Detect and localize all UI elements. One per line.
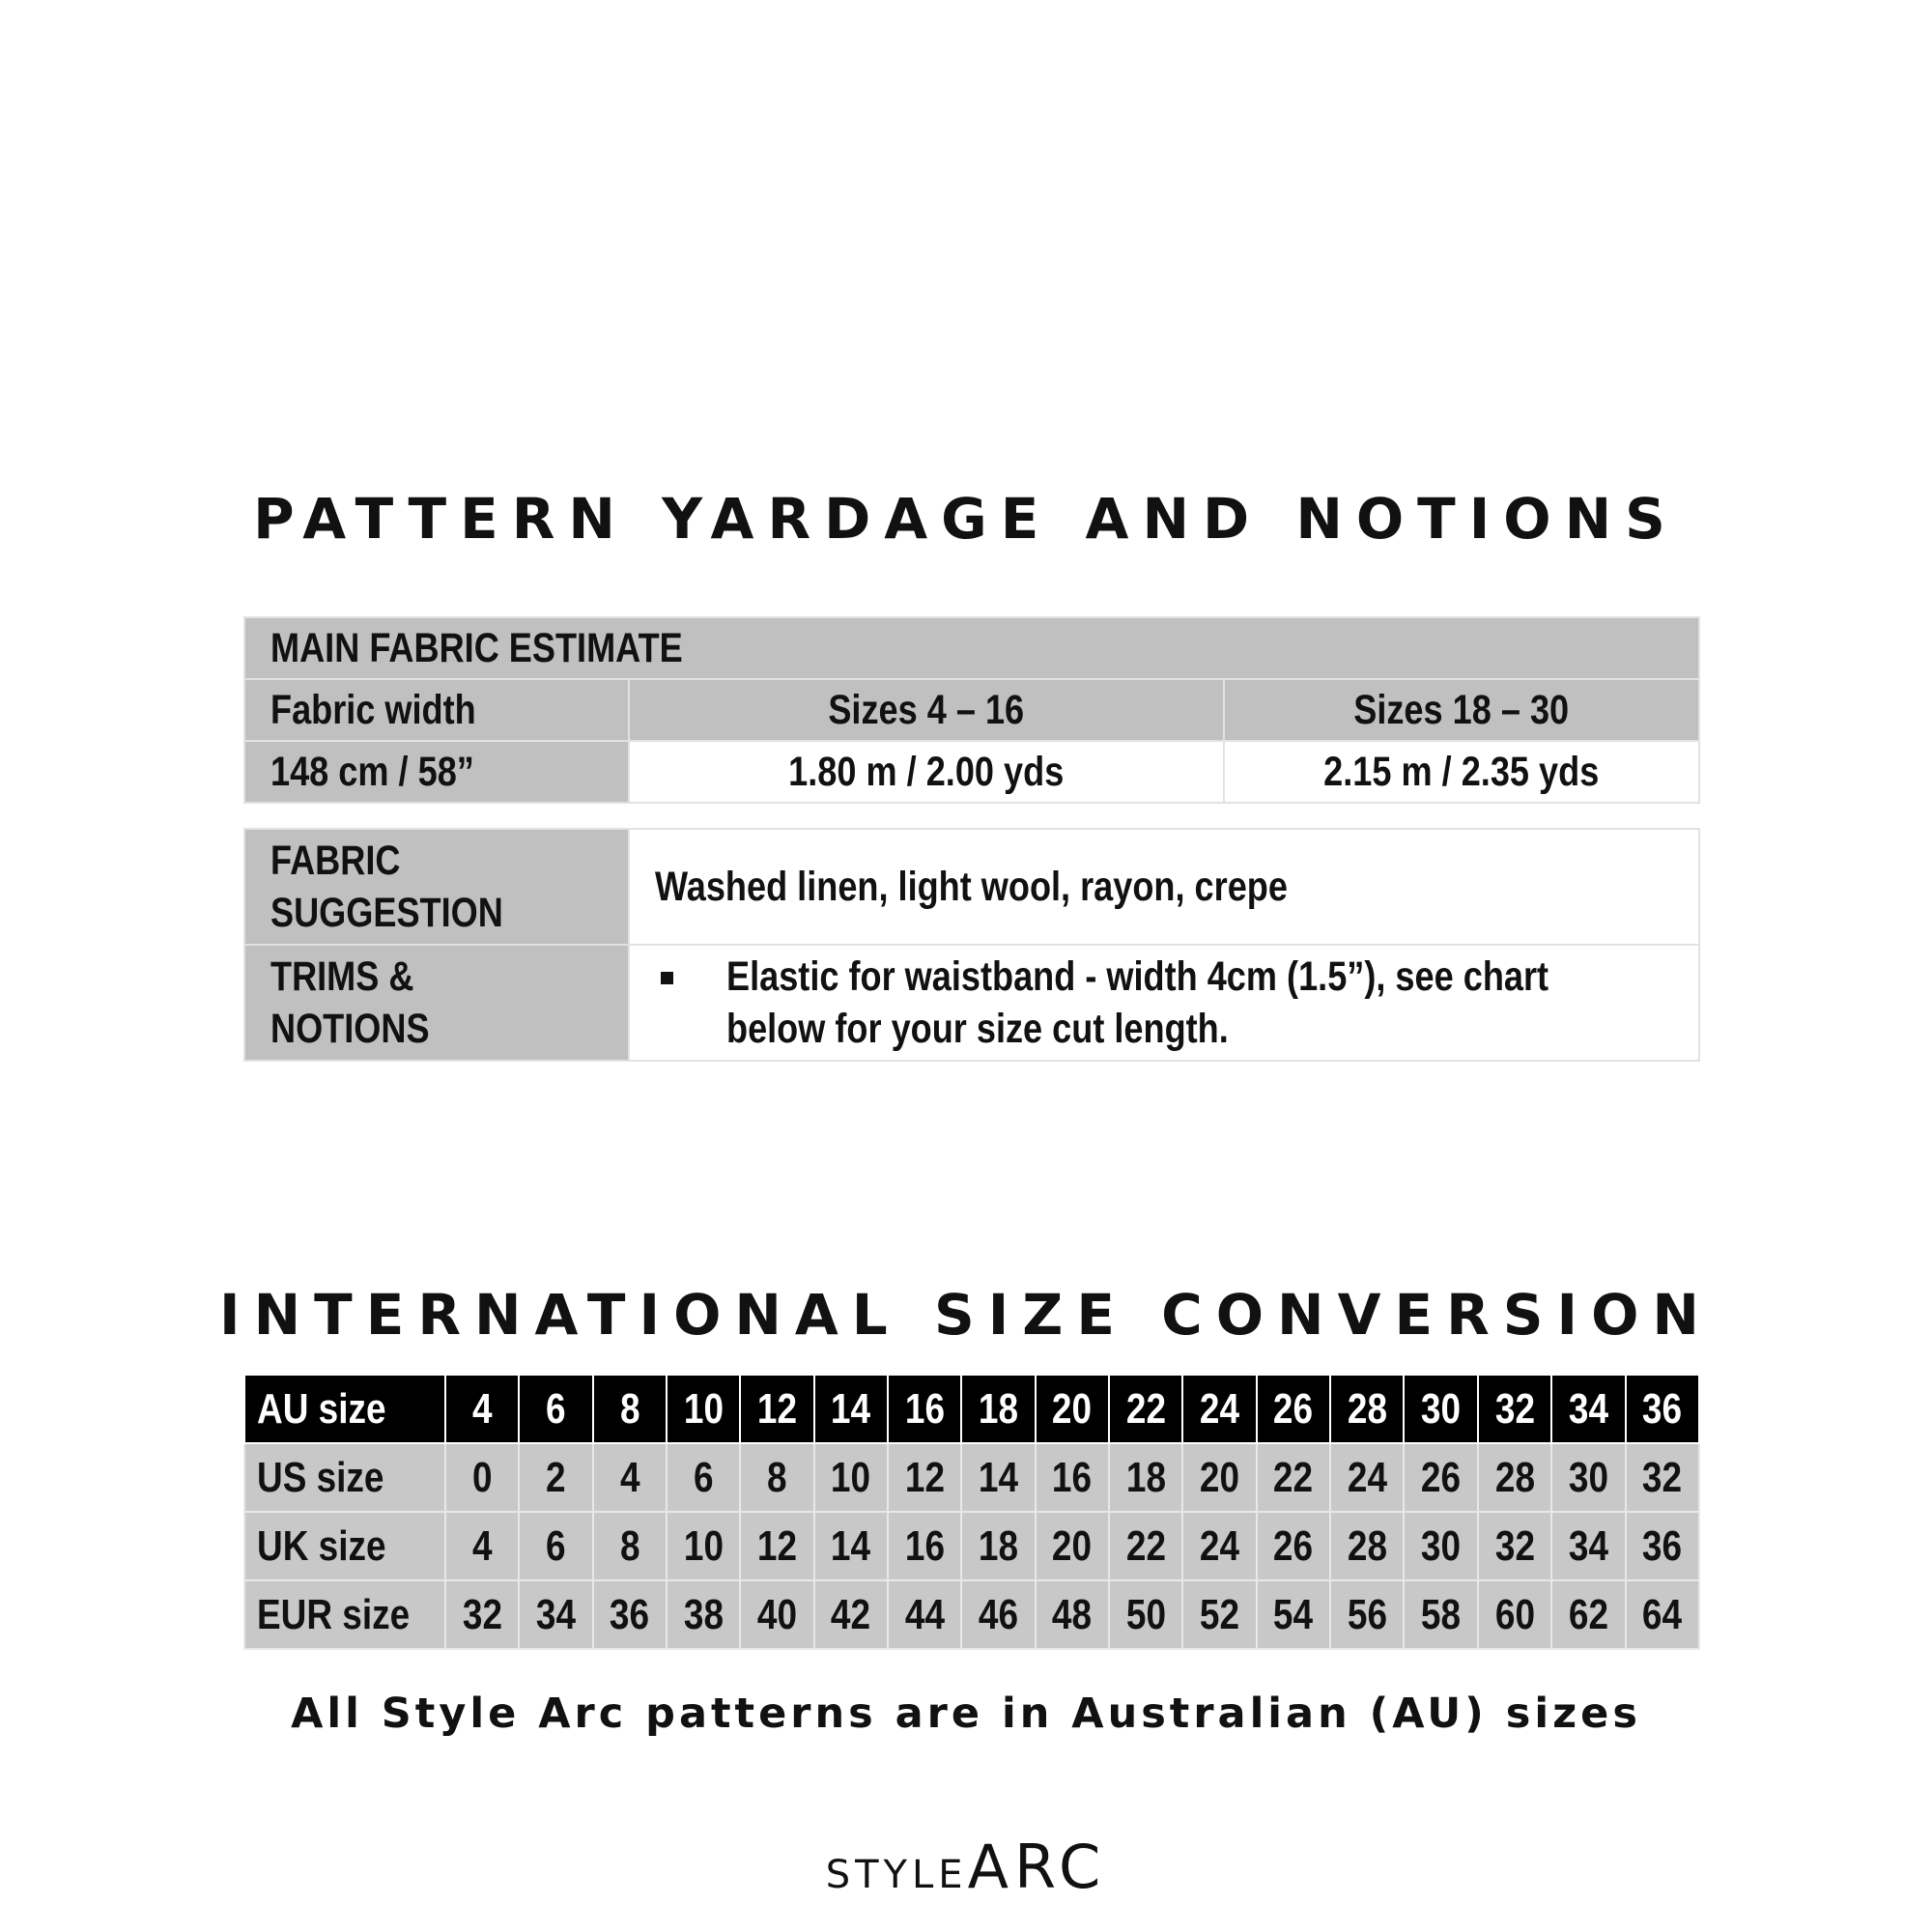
size-cell — [1257, 1443, 1330, 1512]
fabric-suggestion-label-line1: FABRIC — [270, 838, 401, 884]
size-cell — [667, 1443, 740, 1512]
size-value: 26 — [1421, 1453, 1462, 1501]
size-cell — [814, 1375, 888, 1443]
size-value: 28 — [1347, 1384, 1387, 1433]
size-value: 26 — [1273, 1384, 1314, 1433]
size-cell — [1478, 1375, 1551, 1443]
size-cell — [888, 1580, 961, 1649]
size-cell — [888, 1375, 961, 1443]
size-value: 22 — [1125, 1384, 1166, 1433]
size-value: 56 — [1347, 1590, 1387, 1638]
square-bullet-icon — [661, 972, 673, 984]
size-cell — [1626, 1443, 1699, 1512]
size-row-label — [244, 1512, 445, 1580]
size-value: 54 — [1273, 1590, 1314, 1638]
size-value: 42 — [831, 1590, 871, 1638]
size-cell — [740, 1512, 813, 1580]
size-cell — [519, 1375, 592, 1443]
main-fabric-table — [243, 616, 1700, 804]
size-value: 20 — [1200, 1453, 1240, 1501]
size-cell — [814, 1512, 888, 1580]
size-range-small: Sizes 4 – 16 — [828, 686, 1025, 733]
size-row-label-text: UK size — [257, 1521, 386, 1570]
size-value: 38 — [683, 1590, 724, 1638]
size-cell — [1478, 1580, 1551, 1649]
size-value: 34 — [1568, 1521, 1608, 1570]
size-value: 6 — [546, 1521, 566, 1570]
size-value: 44 — [904, 1590, 945, 1638]
size-cell — [1404, 1512, 1477, 1580]
size-row-us — [244, 1443, 1699, 1512]
size-cell — [961, 1375, 1035, 1443]
size-cell — [1182, 1443, 1256, 1512]
size-value: 4 — [471, 1384, 493, 1433]
size-cell — [961, 1512, 1035, 1580]
size-cell — [445, 1443, 519, 1512]
size-cell — [1257, 1375, 1330, 1443]
size-value: 8 — [619, 1384, 640, 1433]
size-cell — [667, 1580, 740, 1649]
trims-text-line1: Elastic for waistband - width 4cm (1.5”), see chart — [726, 953, 1549, 1000]
size-value: 64 — [1642, 1590, 1683, 1638]
size-conversion-table — [243, 1374, 1700, 1650]
size-value: 18 — [979, 1384, 1019, 1433]
size-cell — [667, 1375, 740, 1443]
size-value: 24 — [1347, 1453, 1387, 1501]
trims-label-cell — [244, 945, 629, 1061]
size-value: 20 — [1052, 1384, 1093, 1433]
size-cell — [1626, 1580, 1699, 1649]
amount-cell — [629, 741, 1224, 803]
size-cell — [593, 1512, 667, 1580]
trims-text-line2: below for your size cut length. — [726, 1006, 1229, 1052]
size-cell — [519, 1580, 592, 1649]
size-value: 30 — [1568, 1453, 1608, 1501]
size-cell — [667, 1512, 740, 1580]
size-row-au — [244, 1375, 1699, 1443]
size-cell — [1036, 1443, 1109, 1512]
size-value: 14 — [979, 1453, 1019, 1501]
size-cell — [1182, 1512, 1256, 1580]
size-value: 34 — [1568, 1384, 1608, 1433]
size-value: 6 — [693, 1453, 714, 1501]
size-cell — [1551, 1512, 1625, 1580]
size-cell — [740, 1375, 813, 1443]
size-value: 62 — [1568, 1590, 1608, 1638]
size-value: 28 — [1494, 1453, 1535, 1501]
fabric-suggestion-label-cell — [244, 829, 629, 945]
size-value: 30 — [1421, 1521, 1462, 1570]
size-value: 10 — [831, 1453, 871, 1501]
size-cell — [519, 1443, 592, 1512]
size-cell — [1182, 1375, 1256, 1443]
size-value: 48 — [1052, 1590, 1093, 1638]
style-arc-logo — [0, 1832, 1932, 1902]
size-cell — [1551, 1375, 1625, 1443]
size-value: 20 — [1052, 1521, 1093, 1570]
size-cell — [814, 1580, 888, 1649]
size-cell — [1036, 1375, 1109, 1443]
size-cell — [1109, 1580, 1182, 1649]
size-value: 18 — [1125, 1453, 1166, 1501]
size-value: 32 — [1642, 1453, 1683, 1501]
size-cell — [445, 1375, 519, 1443]
size-cell — [1036, 1580, 1109, 1649]
size-value: 16 — [1052, 1453, 1093, 1501]
size-value: 14 — [831, 1521, 871, 1570]
fabric-suggestion-label-line2: SUGGESTION — [270, 890, 503, 936]
yardage-heading: PATTERN YARDAGE AND NOTIONS — [253, 486, 1679, 552]
size-value: 32 — [462, 1590, 502, 1638]
size-cell — [445, 1512, 519, 1580]
size-value: 18 — [979, 1521, 1019, 1570]
fabric-suggestion-value: Washed linen, light wool, rayon, crepe — [655, 863, 1288, 910]
size-value: 32 — [1494, 1521, 1535, 1570]
width-value: 148 cm / 58” — [270, 748, 474, 795]
size-cell — [593, 1375, 667, 1443]
size-row-label — [244, 1443, 445, 1512]
trims-label-line1: TRIMS & — [270, 953, 414, 1000]
trims-list-item — [630, 951, 1698, 1055]
size-range-cell — [1224, 679, 1699, 741]
size-value: 24 — [1200, 1521, 1240, 1570]
logo-style-text: STYLE — [825, 1853, 968, 1897]
size-cell — [740, 1443, 813, 1512]
size-value: 22 — [1273, 1453, 1314, 1501]
size-cell — [1330, 1443, 1404, 1512]
size-value: 8 — [767, 1453, 787, 1501]
size-cell — [1182, 1580, 1256, 1649]
size-value: 22 — [1125, 1521, 1166, 1570]
fabric-notions-table — [243, 828, 1700, 1062]
size-range-large: Sizes 18 – 30 — [1353, 686, 1570, 733]
size-cell — [1036, 1512, 1109, 1580]
size-cell — [593, 1443, 667, 1512]
size-row-eur — [244, 1580, 1699, 1649]
size-value: 30 — [1421, 1384, 1462, 1433]
size-cell — [1404, 1580, 1477, 1649]
size-value: 10 — [683, 1384, 724, 1433]
size-cell — [1404, 1443, 1477, 1512]
fabric-width-label: Fabric width — [270, 686, 476, 733]
size-value: 2 — [546, 1453, 566, 1501]
size-value: 24 — [1200, 1384, 1240, 1433]
amount-large-sizes: 2.15 m / 2.35 yds — [1323, 748, 1600, 795]
size-value: 4 — [619, 1453, 640, 1501]
size-cell — [1109, 1375, 1182, 1443]
size-row-label-text: US size — [257, 1453, 384, 1501]
size-value: 4 — [471, 1521, 493, 1570]
size-cell — [1404, 1375, 1477, 1443]
size-cell — [961, 1580, 1035, 1649]
main-fabric-title: MAIN FABRIC ESTIMATE — [270, 624, 683, 671]
size-cell — [593, 1580, 667, 1649]
size-row-label-text: AU size — [257, 1384, 386, 1433]
size-value: 14 — [831, 1384, 871, 1433]
size-cell — [1551, 1443, 1625, 1512]
size-row-label — [244, 1375, 445, 1443]
size-cell — [519, 1512, 592, 1580]
size-row-label-text: EUR size — [257, 1590, 411, 1638]
size-cell — [1330, 1375, 1404, 1443]
size-cell — [1478, 1512, 1551, 1580]
size-value: 60 — [1494, 1590, 1535, 1638]
size-value: 0 — [471, 1453, 493, 1501]
conversion-heading: INTERNATIONAL SIZE CONVERSION — [219, 1282, 1713, 1348]
trims-value-cell — [629, 945, 1699, 1061]
size-cell — [1626, 1512, 1699, 1580]
size-value: 52 — [1200, 1590, 1240, 1638]
size-value: 16 — [904, 1384, 945, 1433]
size-cell — [1330, 1580, 1404, 1649]
size-range-cell — [629, 679, 1224, 741]
au-sizes-note: All Style Arc patterns are in Australian (AU) sizes — [291, 1690, 1641, 1738]
size-cell — [740, 1580, 813, 1649]
size-value: 50 — [1125, 1590, 1166, 1638]
fabric-suggestion-value-cell — [629, 829, 1699, 945]
size-row-label — [244, 1580, 445, 1649]
size-value: 32 — [1494, 1384, 1535, 1433]
size-cell — [445, 1580, 519, 1649]
size-cell — [888, 1512, 961, 1580]
size-value: 46 — [979, 1590, 1019, 1638]
size-cell — [814, 1443, 888, 1512]
size-value: 28 — [1347, 1521, 1387, 1570]
size-value: 26 — [1273, 1521, 1314, 1570]
amount-cell — [1224, 741, 1699, 803]
trims-label-line2: NOTIONS — [270, 1006, 430, 1052]
logo-arc-text: ARC — [967, 1832, 1107, 1902]
main-fabric-title-cell — [244, 617, 1699, 679]
size-value: 10 — [683, 1521, 724, 1570]
size-value: 8 — [619, 1521, 640, 1570]
size-cell — [1109, 1443, 1182, 1512]
size-value: 36 — [1642, 1521, 1683, 1570]
size-cell — [1626, 1375, 1699, 1443]
amount-small-sizes: 1.80 m / 2.00 yds — [788, 748, 1065, 795]
size-value: 6 — [546, 1384, 566, 1433]
size-value: 12 — [756, 1384, 798, 1433]
size-value: 36 — [1642, 1384, 1683, 1433]
size-cell — [1478, 1443, 1551, 1512]
fabric-width-label-cell — [244, 679, 629, 741]
size-value: 16 — [904, 1521, 945, 1570]
size-cell — [1551, 1580, 1625, 1649]
width-value-cell — [244, 741, 629, 803]
size-value: 36 — [610, 1590, 650, 1638]
size-value: 40 — [756, 1590, 798, 1638]
size-cell — [1109, 1512, 1182, 1580]
size-cell — [1330, 1512, 1404, 1580]
size-cell — [1257, 1512, 1330, 1580]
size-value: 34 — [535, 1590, 577, 1638]
size-value: 12 — [904, 1453, 945, 1501]
size-cell — [1257, 1580, 1330, 1649]
size-row-uk — [244, 1512, 1699, 1580]
size-cell — [888, 1443, 961, 1512]
size-cell — [961, 1443, 1035, 1512]
size-value: 12 — [756, 1521, 798, 1570]
size-value: 58 — [1421, 1590, 1462, 1638]
